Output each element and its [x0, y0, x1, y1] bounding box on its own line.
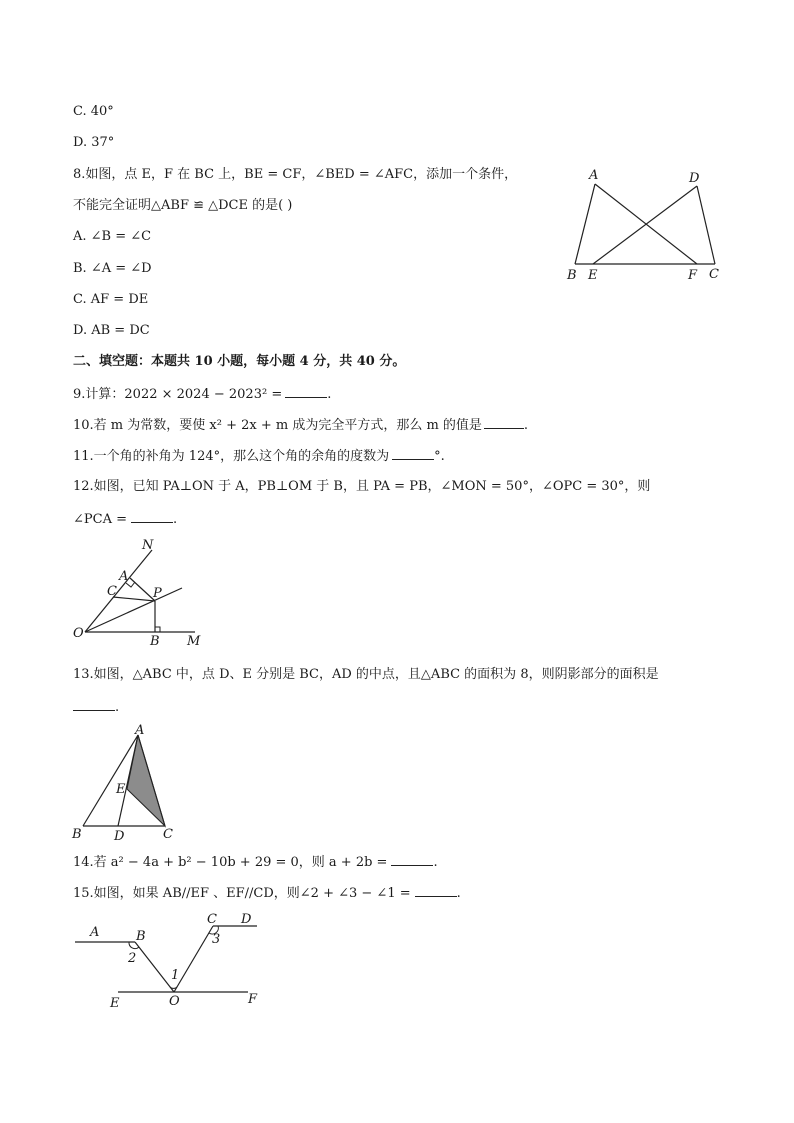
q13-answer-blank — [73, 698, 115, 711]
q15-label-d: D — [241, 912, 252, 927]
q15-label-1: 1 — [171, 968, 180, 983]
q13-shaded-region — [127, 735, 165, 826]
q15-label-e: E — [110, 996, 120, 1011]
q12-label-b: B — [150, 634, 160, 649]
q12-line2 — [73, 510, 177, 529]
q8-stem-line1: 8.如图，点 E，F 在 BC 上，BE = CF，∠BED = ∠AFC，添加一个条件， — [73, 167, 518, 182]
q8-label-c: C — [709, 267, 719, 282]
q8-option-c: C. AF = DE — [73, 292, 149, 307]
q11-line — [73, 447, 445, 466]
q14-text: 14.若 a² − 4a + b² − 10b + 29 = 0，则 a + 2b = — [73, 855, 388, 870]
section-heading: 二、填空题：本题共 10 小题，每小题 4 分，共 40 分。 — [73, 354, 406, 369]
q12-label-c: C — [107, 584, 117, 599]
q12-label-p: P — [153, 586, 162, 601]
q13-figure — [68, 722, 188, 844]
q10-end: . — [523, 418, 529, 433]
q9-end: . — [327, 387, 332, 402]
q15-label-o: O — [169, 994, 180, 1009]
q9-line — [73, 385, 331, 404]
q8-stem-line2: 不能完全证明△ABF ≌ △DCE 的是( ) — [73, 198, 293, 213]
q15-label-c: C — [207, 912, 217, 927]
q8-option-b: B. ∠A = ∠D — [73, 261, 152, 276]
q7-option-c: C. 40° — [73, 104, 114, 119]
q8-option-d: D. AB = DC — [73, 323, 150, 338]
q15-text: 15.如图，如果 AB//EF 、EF//CD，则∠2 + ∠3 − ∠1 = — [73, 886, 411, 901]
q8-label-f: F — [688, 268, 698, 283]
q15-answer-blank — [415, 884, 457, 897]
q12-label-m: M — [187, 634, 201, 649]
q14-end: . — [433, 855, 438, 870]
q13-label-d: D — [114, 829, 125, 844]
q11-answer-blank — [392, 447, 434, 460]
q11-text: 11.一个角的补角为 124°，那么这个角的余角的度数为 — [73, 449, 390, 464]
q9-text: 9.计算：2022 × 2024 − 2023² = — [73, 387, 283, 402]
q7-option-d: D. 37° — [73, 135, 115, 150]
q15-label-3: 3 — [212, 932, 221, 947]
q12-answer-blank — [131, 510, 173, 523]
q14-answer-blank — [391, 853, 433, 866]
q8-label-d: D — [689, 171, 700, 186]
q13-line2 — [73, 698, 119, 717]
q8-label-a: A — [589, 168, 599, 183]
q13-stem-line1: 13.如图，△ABC 中，点 D、E 分别是 BC，AD 的中点，且△ABC 的面积为 8，则阴影部分的面积是 — [73, 667, 659, 682]
q10-answer-blank — [484, 416, 524, 429]
q12-end: . — [173, 512, 178, 527]
q13-label-b: B — [72, 827, 82, 842]
q15-label-b: B — [136, 929, 146, 944]
q8-option-a: A. ∠B = ∠C — [73, 229, 152, 244]
q13-label-e: E — [116, 782, 126, 797]
q14-line — [73, 853, 438, 872]
q12-stem-line2: ∠PCA = — [73, 512, 127, 527]
q15-line — [73, 884, 461, 903]
q15-label-2: 2 — [128, 951, 137, 966]
q10-line — [73, 416, 528, 435]
q8-label-b: B — [567, 268, 577, 283]
q15-label-f: F — [248, 992, 258, 1007]
q15-figure — [70, 907, 270, 1013]
q12-label-a: A — [119, 569, 129, 584]
q9-answer-blank — [285, 385, 327, 398]
q12-stem-line1: 12.如图，已知 PA⊥ON 于 A，PB⊥OM 于 B，且 PA = PB，∠MON = 50°，∠OPC = 30°，则 — [73, 479, 651, 494]
q13-label-c: C — [163, 827, 173, 842]
q13-end: . — [115, 700, 120, 715]
q12-label-o: O — [73, 626, 84, 641]
q12-figure — [70, 536, 210, 648]
q8-label-e: E — [588, 268, 598, 283]
q8-figure — [560, 165, 730, 285]
q11-end: °. — [434, 449, 445, 464]
q15-end: . — [456, 886, 461, 901]
q12-label-n: N — [142, 538, 154, 553]
q13-label-a: A — [135, 723, 145, 738]
q10-text: 10.若 m 为常数，要使 x² + 2x + m 成为完全平方式，那么 m 的值是 — [73, 418, 482, 433]
q15-label-a: A — [90, 925, 100, 940]
